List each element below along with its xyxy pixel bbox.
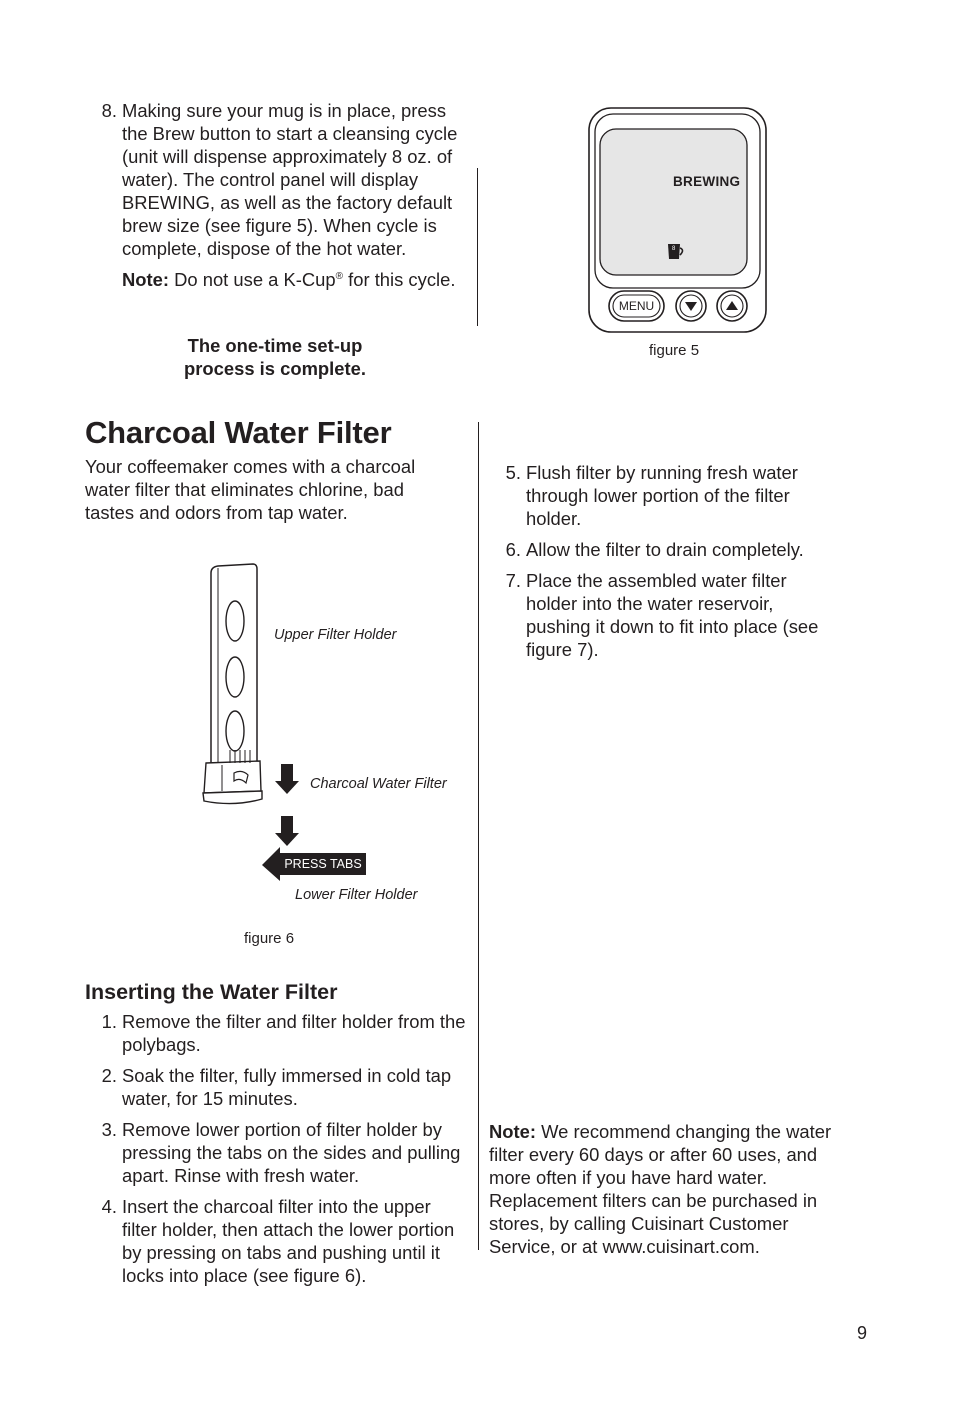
lower-filter-holder-label: Lower Filter Holder <box>295 887 418 903</box>
column-divider-top <box>477 168 478 326</box>
note-text-end: for this cycle. <box>343 269 456 290</box>
step-text: Flush filter by running fresh water through lower portion of the filter holder. <box>526 462 798 529</box>
section-intro: Your coffeemaker comes with a charcoal water filter that eliminates chlorine, bad tastes and odors from tap water. <box>85 456 416 523</box>
step-number: 4. <box>101 1196 117 1217</box>
column-divider-main <box>478 422 479 1250</box>
arrow-up-button[interactable] <box>717 291 747 321</box>
note-label: Note: <box>122 269 169 290</box>
figure-6 <box>200 563 470 903</box>
setup-complete-line2: process is complete. <box>184 358 366 379</box>
step-3 <box>85 1118 470 1187</box>
step-4 <box>85 1195 470 1287</box>
step-text: Remove the filter and filter holder from the polybags. <box>122 1011 466 1055</box>
cup-size-text: 8 <box>672 246 676 252</box>
filter-holder-illustration <box>200 563 470 903</box>
step-number: 3. <box>101 1119 117 1140</box>
step-number: 5. <box>505 462 521 483</box>
figure-6-caption: figure 6 <box>244 930 295 947</box>
step-8-block <box>85 99 470 291</box>
inserting-title: Inserting the Water Filter <box>85 980 338 1004</box>
display-brewing-text: BREWING <box>673 174 741 189</box>
step-text: Remove lower portion of filter holder by pressing the tabs on the sides and pulling apart. Rinse with fresh water. <box>122 1119 461 1186</box>
note-text: We recommend changing the water filter every 60 days or after 60 uses, and more often if you have hard water. Replacement filters can be purchased in stores, by calling Cuisinart Customer Service, or at www.cuisinart.com. <box>489 1121 832 1257</box>
step-text: Insert the charcoal filter into the upper filter holder, then attach the lower portion by pressing on tabs and pushing until it locks into place (see figure 6). <box>122 1196 455 1286</box>
press-tabs-label: PRESS TABS <box>284 857 362 871</box>
step-7 <box>489 569 839 661</box>
section-title: Charcoal Water Filter <box>85 415 392 450</box>
menu-label: MENU <box>618 299 655 313</box>
arrow-down-icon <box>275 816 299 846</box>
step-number: 8. <box>101 100 117 121</box>
step-number: 1. <box>101 1011 117 1032</box>
arrow-down-button[interactable] <box>676 291 706 321</box>
replacement-note <box>489 1120 849 1258</box>
step-number: 6. <box>505 539 521 560</box>
step-5 <box>489 461 839 530</box>
cycle-note <box>85 268 470 291</box>
setup-complete <box>150 334 400 380</box>
step-2 <box>85 1064 470 1110</box>
note-label: Note: <box>489 1121 536 1142</box>
setup-complete-line1: The one-time set-up <box>187 335 363 356</box>
step-text: Soak the filter, fully immersed in cold tap water, for 15 minutes. <box>122 1065 452 1109</box>
inserting-steps <box>85 1010 470 1295</box>
upper-filter-holder-label: Upper Filter Holder <box>274 627 397 643</box>
arrow-down-icon <box>275 764 299 794</box>
registered-mark: ® <box>335 270 344 282</box>
step-8 <box>85 99 470 260</box>
step-text: Allow the filter to drain completely. <box>526 539 804 560</box>
right-steps <box>489 461 839 669</box>
figure-5-caption: figure 5 <box>649 342 700 359</box>
step-6 <box>489 538 839 561</box>
figure-5 <box>588 107 768 334</box>
upper-filter-holder <box>211 564 257 763</box>
step-number: 2. <box>101 1065 117 1086</box>
charcoal-water-filter-label: Charcoal Water Filter <box>310 776 447 792</box>
step-text: Place the assembled water filter holder into the water reservoir, pushing it down to fit into place (see figure 7). <box>526 570 819 660</box>
note-text: Do not use a K-Cup <box>169 269 336 290</box>
page-number: 9 <box>857 1323 868 1343</box>
step-text: Making sure your mug is in place, press the Brew button to start a cleansing cycle (unit will dispense approximately 8 oz. of water). The control panel will display BREWING, as well as the factory default brew size (see figure 5). When cycle is complete, dispose of the hot water. <box>122 100 458 259</box>
step-number: 7. <box>505 570 521 591</box>
step-1 <box>85 1010 470 1056</box>
